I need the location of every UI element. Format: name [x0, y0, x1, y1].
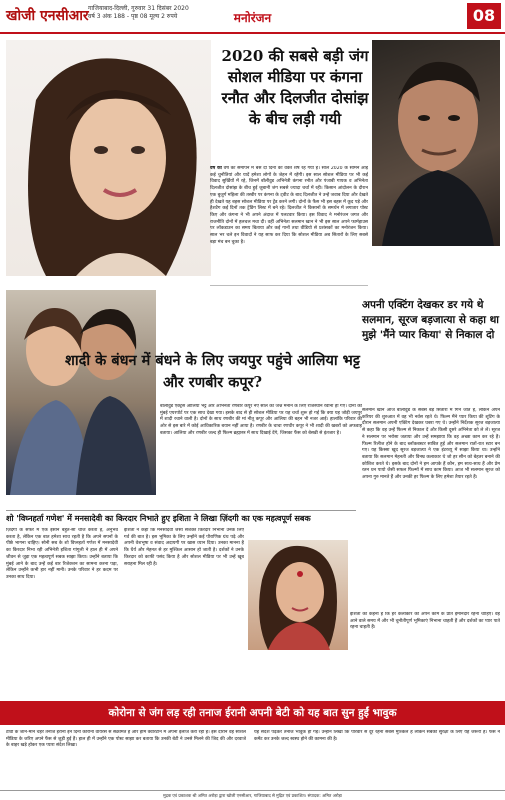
footer-imprint: मुद्रक एवं प्रकाशक श्री अमित अरोड़ा द्वारा खोजी एनसीआर, गाजियाबाद से मुद्रित एवं प्रकाशित। संपादक: अमित अरोड़ा	[0, 790, 505, 800]
story3-body: सलमान खान आज बॉलीवुड के सबसे बड़े सितारों में गिने जाते हैं, लेकिन अपने करियर की शुरुआत में वह भी नर्वस रहते थे। फिल्म मैंने प्यार किया की शूटिंग के दौरान सलमान अपनी एक्टिंग देखकर घबरा गए थे। उन्होंने निर्देशक सूरज बड़जात्या से कहा कि वह उन्हें फिल्म से निकाल दें और किसी दूसरे अभिनेता को ले लें। सूरज ने सलमान पर भरोसा जताया और उन्हें समझाया कि वह अच्छा काम कर रहे हैं। फिल्म रिलीज होने के बाद ब्लॉकबस्टर साबित हुई और सलमान रातों-रात स्टार बन गए। यह किस्सा खुद सूरज बड़जात्या ने एक इंटरव्यू में साझा किया था। उन्होंने बताया कि सलमान मेहनती और विनम्र कलाकार थे जो हर सीन को बेहतर बनाने की कोशिश करते थे। इसके बाद दोनों ने हम आपके हैं कौन, हम साथ-साथ हैं और प्रेम रतन धन पायो जैसी सफल फिल्मों में साथ काम किया। आज भी सलमान सूरज को अपना गुरु मानते हैं और उनकी हर फिल्म के लिए हमेशा तैयार रहते हैं।	[362, 408, 500, 481]
ishita-photo	[248, 540, 348, 650]
story4-headline: शो 'विघ्नहर्ता गणेश' में मनसादेवी का किरदार निभाते हुए इशिता ने लिखा ज़िंदगी का एक महत्वपूर्ण सबक	[6, 510, 356, 524]
story3-headline: अपनी एक्टिंग देखकर डर गये थे सलमान, सूरज बड़जात्या से कहा था मुझे 'मैंने प्यार किया' से निकाल दो	[362, 299, 500, 341]
story5-body-col1: टीवी के जाने-माने चेहरे तनाज ईरानी इन दिनों कोरोना वायरस से संक्रमित हैं और होम क्वारंटीन में अपना इलाज करा रही हैं। इस दौरान वह सोशल मीडिया के जरिए अपने फैंस से जुड़ी हुई हैं। हाल ही में उन्होंने एक पोस्ट साझा कर बताया कि उनकी बेटी ने उनसे मिलने की जिद की और दरवाजे के बाहर खड़े होकर एक प्यारा संदेश लिखा।	[6, 730, 246, 749]
newspaper-logo: खोजी एनसीआर	[6, 8, 89, 24]
story2-body: बॉलीवुड एक्ट्रेस आलिया भट्ट और अभिनेता रणबीर कपूर नए साल का जश्न मनाने के लिए राजस्थान रवाना हो गए। दोनों को मुंबई एयरपोर्ट पर एक साथ देखा गया। इसके बाद से ही सोशल मीडिया पर यह चर्चा शुरू हो गई कि क्या यह जोड़ी जयपुर में शादी रचाने वाली है। दोनों के साथ रणबीर की मां नीतू कपूर और आलिया की बहन भी नजर आईं। हालांकि परिवार की ओर से इस बारे में कोई आधिकारिक बयान नहीं आया है। रणबीर के चाचा रणधीर कपूर ने भी शादी की खबरों को अफवाह बताया। आलिया और रणबीर जल्द ही फिल्म ब्रह्मास्त्र में साथ दिखाई देंगे, जिसका फैंस को बेसब्री से इंतजार है।	[160, 404, 362, 436]
divider	[210, 285, 368, 286]
story1-body	[210, 166, 368, 358]
salman-illustration	[372, 40, 500, 246]
date-line-2: वर्ष 3 अंक 188 - पृष्ठ 08 मूल्य 2 रुपये	[88, 13, 178, 20]
page-number: 08	[467, 3, 501, 29]
story1-text: वर्ष का समापन में बस दो दिनों का वक्त शेष रह गया है। साल 2020 के सामने आई कई चुनौतियां और यादें हमेशा लोगों के जेहन में रहेंगी। इस साल सोशल मीडिया पर भी कई विवाद सुर्खियों में रहे, जिनमें बॉलीवुड अभिनेत्री कंगना रनौत और पंजाबी गायक व अभिनेता दिलजीत दोसांझ के बीच हुई जुबानी जंग सबसे ज्यादा चर्चा में रही। किसान आंदोलन के दौरान एक बुजुर्ग महिला की तस्वीर पर कंगना के ट्वीट के बाद दिलजीत ने उन्हें जवाब दिया और देखते ही देखते यह बहस सोशल मीडिया पर ट्रेंड करने लगी। दोनों के फैंस भी इस बहस में कूद पड़े और हैशटैग कई दिनों तक ट्रेंडिंग लिस्ट में बने रहे। दिलजीत ने किसानों के समर्थन में लगातार पोस्ट किए और कंगना ने भी अपने अंदाज में पलटवार किया। इस विवाद ने मनोरंजन जगत और राजनीति दोनों में हलचल मचा दी। वहीं अभिनेता सलमान खान ने भी इस साल अपने फार्महाउस पर लॉकडाउन का समय बिताया और कई गानों तथा वीडियो से प्रशंसकों का मनोरंजन किया। साल भर चले इन विवादों ने यह साफ कर दिया कि सोशल मीडिया अब सितारों के लिए सबसे बड़ा मंच बन चुका है।	[210, 166, 368, 245]
date-line-1: गाजियाबाद-दिल्ली, गुरुवार 31 दिसंबर 2020	[88, 5, 189, 12]
story4-body-col2: इशिता ने कहा कि मनसादेवी जैसा सशक्त किरदार निभाना उनके लिए गर्व की बात है। इस भूमिका के लिए उन्होंने कई पौराणिक ग्रंथ पढ़े और अपनी वेशभूषा व संवाद अदायगी पर खास ध्यान दिया। उनका मानना है कि धैर्य और मेहनत से हर मुश्किल आसान हो जाती है। दर्शकों ने उनके किरदार को काफी पसंद किया है और सोशल मीडिया पर भी उन्हें खूब सराहना मिल रही है।	[124, 528, 244, 567]
story1-headline: 2020 की सबसे बड़ी जंग सोशल मीडिया पर कंगना रनौत और दिलजीत दोसांझ के बीच लड़ी गयी	[221, 47, 369, 128]
story1-byline: वर्ष का	[210, 166, 222, 171]
story4-body-col3: इशिता का कहना है कि हर कलाकार को अपने काम के प्रति ईमानदार रहना चाहिए। वह आने वाले समय में और भी चुनौतीपूर्ण भूमिकाएं निभाना चाहती हैं और दर्शकों का प्यार पाते रहना चाहती हैं।	[350, 612, 500, 631]
kangana-photo	[6, 40, 211, 276]
ishita-illustration	[248, 540, 348, 650]
story4-body-col1: ज़िंदगी के सफर में एक इंसान बहुत-सी चीजें करता है, अनुभव करता है, लेकिन एक बात हमेशा साथ रहती है कि अपने सपनों के पीछे भागना चाहिए। सोनी सब के शो विघ्नहर्ता गणेश में मनसादेवी का किरदार निभा रही अभिनेत्री इशिता गांगुली ने हाल ही में अपने जीवन से जुड़ा एक महत्वपूर्ण सबक साझा किया। उन्होंने बताया कि मुंबई आने के बाद उन्हें कई बार रिजेक्शन का सामना करना पड़ा, लेकिन उन्होंने कभी हार नहीं मानी। उनके परिवार ने हर कदम पर उनका साथ दिया।	[6, 528, 118, 580]
kangana-illustration	[6, 40, 211, 276]
masthead	[0, 0, 505, 34]
story5-headline: कोरोना से जंग लड़ रही तनाज ईरानी अपनी बेटी को यह बात सुन हुईं भावुक	[0, 701, 505, 725]
story5-body-col2: यह संदेश पढ़कर तनाज भावुक हो गईं। उन्होंने लिखा कि परिवार से दूर रहना सबसे मुश्किल है लेकिन सबकी सुरक्षा के लिए यह जरूरी है। फैंस ने कमेंट कर उनके जल्द स्वस्थ होने की कामना की है।	[254, 730, 500, 742]
story2-headline: शादी के बंधन में बंधने के लिए जयपुर पहुंचे आलिया भट्ट और रणबीर कपूर?	[65, 352, 360, 391]
salman-photo	[372, 40, 500, 246]
section-title: मनोरंजन	[233, 11, 272, 25]
